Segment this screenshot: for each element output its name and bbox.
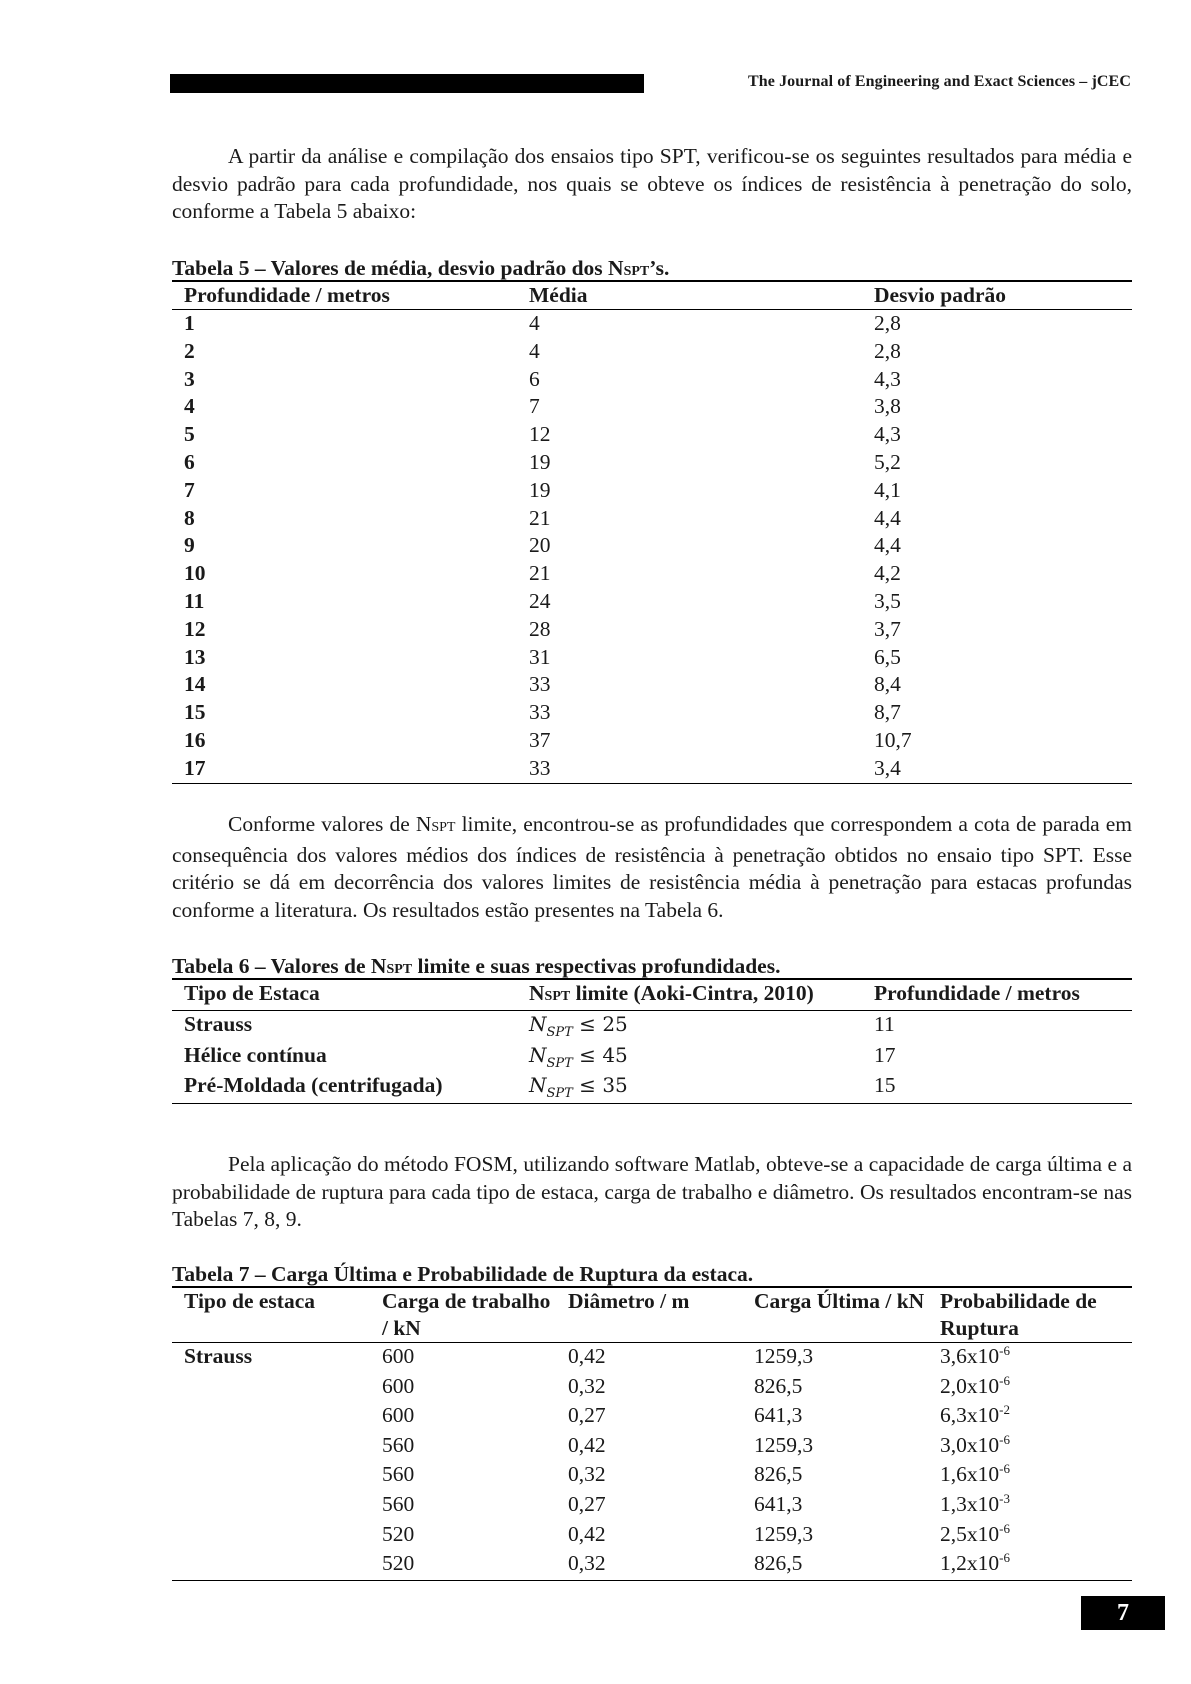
formula-subscript: SPT: [546, 1055, 573, 1071]
table6-cell-depth: 11: [874, 1012, 895, 1036]
table5-cell-std: 4,4: [874, 505, 901, 530]
table5-row: [172, 338, 1132, 366]
table5-cell-std: 2,8: [874, 338, 901, 363]
nspt-formula: [529, 1012, 628, 1040]
paragraph2-sub: SPT: [431, 820, 456, 835]
formula-symbol: N: [529, 1073, 547, 1097]
table7-cell-probability: [928, 1432, 1132, 1462]
table7-row: [172, 1521, 1132, 1551]
probability-exponent: -6: [999, 1343, 1010, 1358]
table6-header-limit-prefix: N: [529, 981, 545, 1005]
probability-exponent: -6: [999, 1520, 1010, 1536]
table5-cell-std: 4,1: [874, 477, 901, 502]
table5-cell-std: 3,8: [874, 394, 901, 419]
table7-cell-diameter: 0,32: [568, 1551, 606, 1576]
table5-cell-mean: 19: [529, 477, 551, 502]
table5-row: [172, 644, 1132, 672]
table7-cell-probability: [928, 1491, 1132, 1521]
table5-row: [172, 560, 1132, 588]
table5-cell-depth: 16: [184, 727, 206, 752]
table6-cell-limit: [517, 1042, 862, 1073]
table7-cell-diameter: 0,42: [568, 1432, 606, 1457]
table5-cell-mean: 33: [529, 672, 551, 697]
table5-body: [172, 310, 1132, 784]
table5-cell-std: 4,4: [874, 533, 901, 558]
table7-header-probability: Probabilidade de Ruptura: [928, 1287, 1132, 1343]
nspt-formula: [529, 1042, 628, 1071]
paragraph-intro: A partir da análise e compilação dos ensaios tipo SPT, verificou-se os seguintes resultados para média e desvio padrão para cada profundidade, nos quais se obteve os índices de resistência à penetração do solo, conforme a Tabela 5 abaixo:: [172, 144, 1132, 223]
table5-cell-mean: 20: [529, 533, 551, 558]
table5-row: [172, 616, 1132, 644]
table6-cell-type: Pré-Moldada (centrifugada): [184, 1073, 443, 1097]
probability-exponent: -6: [999, 1431, 1010, 1447]
table5-cell-mean: 37: [529, 727, 551, 752]
table7-cell-type: [172, 1402, 370, 1432]
table7-cell-ultimate: 1259,3: [754, 1432, 814, 1457]
table6-row: [172, 1042, 1132, 1073]
table5-cell-std: 3,4: [874, 755, 901, 780]
table7-cell-load: 560: [382, 1432, 415, 1457]
table5-caption-prefix: Tabela 5 – Valores de média, desvio padrão dos N: [172, 256, 624, 280]
journal-name: The Journal of Engineering and Exact Sciences – jCEC: [748, 73, 1131, 90]
table5-cell-depth: 2: [184, 338, 195, 363]
table6-cell-depth: 17: [874, 1042, 896, 1067]
table5-cell-depth: 10: [184, 561, 206, 586]
table5-cell-depth: 4: [184, 394, 195, 419]
paragraph-nspt-limit: [172, 811, 1132, 924]
table5-cell-depth: 15: [184, 700, 206, 725]
table5-cell-std: 4,3: [874, 422, 901, 447]
table7-cell-probability: [928, 1373, 1132, 1403]
table5-cell-depth: 3: [184, 366, 195, 391]
table5-cell-depth: 14: [184, 672, 206, 697]
formula-value: 35: [602, 1073, 628, 1097]
table5-row: [172, 366, 1132, 394]
table7-header-ultimate: Carga Última / kN: [742, 1287, 928, 1343]
table7-cell-probability: [928, 1402, 1132, 1432]
table5-cell-mean: 4: [529, 311, 540, 335]
table7-cell-load: 600: [382, 1344, 415, 1368]
table6: [172, 978, 1132, 1104]
probability-mantissa: 3,0x10: [940, 1432, 1000, 1457]
table7-row: [172, 1550, 1132, 1580]
probability-exponent: -2: [999, 1402, 1010, 1418]
table7-row: [172, 1402, 1132, 1432]
table7-row: [172, 1491, 1132, 1521]
probability-mantissa: 3,6x10: [940, 1344, 1000, 1368]
table5-header-mean: Média: [517, 281, 862, 310]
table7-cell-type: [172, 1373, 370, 1403]
probability-mantissa: 1,3x10: [940, 1491, 1000, 1516]
probability-exponent: -3: [999, 1490, 1010, 1506]
table7-cell-type: Strauss: [184, 1344, 253, 1368]
formula-subscript: SPT: [546, 1025, 573, 1040]
table7: [172, 1286, 1132, 1581]
probability-exponent: -6: [999, 1550, 1010, 1566]
table5-row: [172, 671, 1132, 699]
table7-caption: Tabela 7 – Carga Última e Probabilidade de Ruptura da estaca.: [172, 1262, 754, 1286]
table6-header-limit-suffix: limite (Aoki-Cintra, 2010): [570, 981, 814, 1005]
table5-cell-std: 5,2: [874, 449, 901, 474]
table5-row: [172, 699, 1132, 727]
table5-cell-mean: 21: [529, 561, 551, 586]
table7-header-load: Carga de trabalho / kN: [370, 1287, 556, 1343]
table5-header-row: [172, 281, 1132, 310]
table5-cell-mean: 28: [529, 616, 551, 641]
table5-row: [172, 505, 1132, 533]
table7-cell-load: 560: [382, 1491, 415, 1516]
page-number: 7: [1081, 1596, 1165, 1630]
formula-symbol: N: [529, 1042, 547, 1067]
table6-caption-prefix: Tabela 6 – Valores de N: [172, 954, 387, 978]
table5-row: [172, 393, 1132, 421]
table7-cell-probability: [928, 1461, 1132, 1491]
table7-cell-load: 600: [382, 1403, 415, 1428]
table7-body: [172, 1343, 1132, 1581]
table6-header-type: Tipo de Estaca: [172, 979, 517, 1011]
table7-cell-ultimate: 1259,3: [754, 1344, 814, 1368]
table7-cell-probability: [928, 1550, 1132, 1580]
probability-exponent: -6: [999, 1372, 1010, 1388]
probability-mantissa: 1,6x10: [940, 1462, 1000, 1487]
formula-value: 45: [602, 1042, 628, 1067]
table5-caption-suffix: ’s.: [649, 256, 670, 280]
table5-cell-mean: 33: [529, 755, 551, 780]
table7-cell-load: 520: [382, 1521, 415, 1546]
table5-cell-mean: 19: [529, 449, 551, 474]
table7-cell-probability: [928, 1343, 1132, 1373]
table5-cell-std: 4,2: [874, 561, 901, 586]
header-bar: [170, 74, 644, 93]
table5-row: [172, 310, 1132, 338]
table5-cell-std: 8,7: [874, 700, 901, 725]
probability-mantissa: 2,5x10: [940, 1521, 1000, 1546]
table6-cell-limit: [517, 1072, 862, 1103]
table7-cell-probability: [928, 1521, 1132, 1551]
table6-cell-type: Hélice contínua: [184, 1042, 327, 1067]
table7-cell-diameter: 0,27: [568, 1403, 606, 1428]
table7-header-diameter: Diâmetro / m: [556, 1287, 742, 1343]
probability-mantissa: 2,0x10: [940, 1373, 1000, 1398]
table5-caption-sub: SPT: [623, 264, 650, 279]
table5-cell-std: 6,5: [874, 644, 901, 669]
formula-relation: ≤: [572, 1073, 603, 1097]
table6-caption-sub: SPT: [386, 962, 413, 977]
table5-cell-depth: 13: [184, 644, 206, 669]
table5-cell-mean: 21: [529, 505, 551, 530]
table5-wrapper: [172, 280, 1132, 784]
formula-relation: ≤: [572, 1042, 603, 1067]
table7-header-row: [172, 1287, 1132, 1343]
table7-wrapper: [172, 1286, 1132, 1581]
table5-cell-depth: 11: [184, 588, 205, 613]
table6-row: [172, 1072, 1132, 1103]
formula-relation: ≤: [572, 1012, 603, 1036]
table5-row: [172, 727, 1132, 755]
table5-cell-std: 3,7: [874, 616, 901, 641]
table6-cell-depth: 15: [874, 1073, 896, 1097]
paragraph2-before: Conforme valores de N: [228, 812, 432, 836]
table6-header-limit-sub: SPT: [544, 989, 571, 1004]
table5-cell-mean: 31: [529, 644, 551, 669]
table7-row: [172, 1343, 1132, 1373]
table6-caption-suffix: limite e suas respectivas profundidades.: [412, 954, 781, 978]
table7-cell-type: [172, 1461, 370, 1491]
table5-cell-std: 8,4: [874, 672, 901, 697]
table7-cell-ultimate: 826,5: [754, 1551, 803, 1576]
table5-row: [172, 449, 1132, 477]
table7-cell-diameter: 0,32: [568, 1462, 606, 1487]
table5-cell-std: 2,8: [874, 311, 901, 335]
table5-cell-depth: 7: [184, 477, 195, 502]
table7-cell-diameter: 0,42: [568, 1521, 606, 1546]
table7-cell-diameter: 0,42: [568, 1344, 606, 1368]
table7-cell-load: 520: [382, 1551, 415, 1576]
table5-cell-depth: 12: [184, 616, 206, 641]
formula-value: 25: [602, 1012, 628, 1036]
table5-row: [172, 755, 1132, 783]
table7-header-type: Tipo de estaca: [172, 1287, 370, 1343]
table7-cell-load: 560: [382, 1462, 415, 1487]
table6-row: [172, 1011, 1132, 1042]
table6-cell-limit: [517, 1011, 862, 1042]
table5-header-depth: Profundidade / metros: [172, 281, 517, 310]
table5-row: [172, 532, 1132, 560]
table6-wrapper: [172, 978, 1132, 1104]
probability-mantissa: 1,2x10: [940, 1551, 1000, 1576]
paragraph-fosm: Pela aplicação do método FOSM, utilizando software Matlab, obteve-se a capacidade de carga última e a probabilidade de ruptura para cada tipo de estaca, carga de trabalho e diâmetro. Os resultados encontram-se nas Tabelas 7, 8, 9.: [172, 1152, 1132, 1231]
table7-cell-ultimate: 641,3: [754, 1491, 803, 1516]
table6-header-limit: [517, 979, 862, 1011]
table7-row: [172, 1432, 1132, 1462]
table5-cell-depth: 9: [184, 533, 195, 558]
probability-mantissa: 6,3x10: [940, 1403, 1000, 1428]
table5-header-std: Desvio padrão: [862, 281, 1132, 310]
table7-cell-type: [172, 1491, 370, 1521]
table7-cell-ultimate: 641,3: [754, 1403, 803, 1428]
table5-cell-std: 3,5: [874, 588, 901, 613]
table7-cell-load: 600: [382, 1373, 415, 1398]
nspt-formula: [529, 1073, 628, 1101]
paragraph2-after: limite, encontrou-se as profundidades que correspondem a cota de parada em consequência dos valores médios dos índices de resistência à penetração obtidos no ensaio tipo SPT. Esse critério se dá em decorrência dos valores limites de resistência média à penetração para estacas profundas conforme a literatura. Os resultados estão presentes na Tabela 6.: [172, 812, 1132, 922]
table5-cell-mean: 4: [529, 338, 540, 363]
table7-row: [172, 1373, 1132, 1403]
table6-header-depth: Profundidade / metros: [862, 979, 1132, 1011]
table7-cell-type: [172, 1521, 370, 1551]
table5-cell-mean: 33: [529, 700, 551, 725]
table5: [172, 280, 1132, 784]
table7-cell-type: [172, 1550, 370, 1580]
table6-header-row: [172, 979, 1132, 1011]
table5-cell-depth: 1: [184, 311, 195, 335]
table5-cell-mean: 7: [529, 394, 540, 419]
table5-cell-mean: 24: [529, 588, 551, 613]
table5-cell-depth: 5: [184, 422, 195, 447]
table7-cell-diameter: 0,27: [568, 1491, 606, 1516]
table7-cell-type: [172, 1432, 370, 1462]
formula-symbol: N: [529, 1012, 547, 1036]
table5-cell-depth: 17: [184, 755, 206, 780]
table6-cell-type: Strauss: [184, 1012, 253, 1036]
table6-body: [172, 1011, 1132, 1104]
probability-exponent: -6: [999, 1461, 1010, 1477]
table5-row: [172, 588, 1132, 616]
table5-cell-mean: 6: [529, 366, 540, 391]
table7-cell-ultimate: 826,5: [754, 1373, 803, 1398]
table5-cell-mean: 12: [529, 422, 551, 447]
table7-cell-ultimate: 1259,3: [754, 1521, 814, 1546]
table5-cell-depth: 8: [184, 505, 195, 530]
table7-row: [172, 1461, 1132, 1491]
table5-cell-std: 10,7: [874, 727, 912, 752]
formula-subscript: SPT: [546, 1086, 573, 1101]
table5-cell-std: 4,3: [874, 366, 901, 391]
table7-cell-diameter: 0,32: [568, 1373, 606, 1398]
table5-row: [172, 477, 1132, 505]
table5-row: [172, 421, 1132, 449]
table5-cell-depth: 6: [184, 449, 195, 474]
table7-cell-ultimate: 826,5: [754, 1462, 803, 1487]
